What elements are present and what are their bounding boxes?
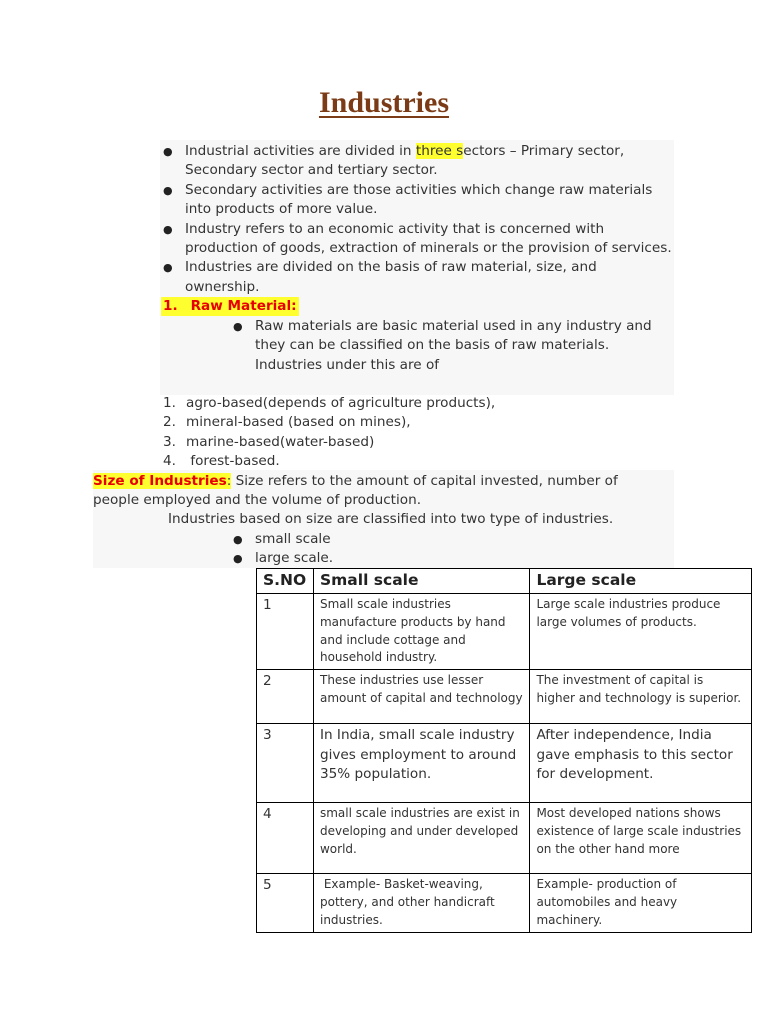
cell-large: The investment of capital is higher and technology is superior. xyxy=(530,670,752,724)
cell-sno: 3 xyxy=(257,724,314,803)
size-subtext: Industries based on size are classified into two type of industries. xyxy=(168,511,614,527)
size-paragraph: Size of Industries: Size refers to the amount of capital invested, number of people employed and the volume of production. xyxy=(93,473,618,509)
raw-material-bullet: ● Raw materials are basic material used in any industry and they can be classified on the basis of raw materials. Industries under this are of xyxy=(233,318,652,373)
header-small-scale: Small scale xyxy=(313,569,529,594)
comparison-table xyxy=(256,568,752,933)
intro-bullet-list xyxy=(163,142,675,297)
cell-large: Most developed nations shows existence of large scale industries on the other hand more xyxy=(530,803,752,874)
raw-material-heading: 1. Raw Material: xyxy=(161,297,299,316)
intro-bullet: ● Industries are divided on the basis of raw material, size, and ownership. xyxy=(163,259,597,295)
cell-large: After independence, India gave emphasis to this sector for development. xyxy=(530,724,752,803)
raw-material-bullet-list xyxy=(233,317,663,375)
size-heading: Size of Industries xyxy=(93,473,227,489)
cell-small: small scale industries are exist in developing and under developed world. xyxy=(313,803,529,874)
bullet-icon: ● xyxy=(233,320,243,333)
bullet-icon: ● xyxy=(163,183,173,197)
list-item: 4. forest-based. xyxy=(163,453,280,470)
cell-small: Small scale industries manufacture products by hand and include cottage and household industry. xyxy=(313,594,529,670)
cell-small: Example- Basket-weaving, pottery, and other handicraft industries. xyxy=(313,874,529,932)
bullet-icon: ● xyxy=(163,145,173,158)
cell-large: Example- production of automobiles and heavy machinery. xyxy=(530,874,752,932)
size-bullet: ● large scale. xyxy=(233,549,533,568)
cell-sno: 1 xyxy=(257,594,314,670)
table-row xyxy=(257,803,752,874)
intro-bullet: ● Secondary activities are those activities which change raw materials into products of more value. xyxy=(163,181,653,218)
cell-sno: 2 xyxy=(257,670,314,724)
table-header-row xyxy=(257,569,752,594)
bullet-icon: ● xyxy=(163,261,173,275)
table-row xyxy=(257,594,752,670)
size-bullet: ● small scale xyxy=(233,530,533,549)
table-row xyxy=(257,724,752,803)
table-row xyxy=(257,670,752,724)
highlighted-text: three s xyxy=(415,143,464,159)
bullet-icon: ● xyxy=(233,552,243,566)
cell-sno: 4 xyxy=(257,803,314,874)
header-large-scale: Large scale xyxy=(530,569,752,594)
list-item: 2. mineral-based (based on mines), xyxy=(163,414,411,431)
cell-small: These industries use lesser amount of capital and technology xyxy=(313,670,529,724)
page-title: Industries xyxy=(318,86,450,119)
list-item: 1. agro-based(depends of agriculture products), xyxy=(163,395,496,411)
intro-bullet: ● Industrial activities are divided in three sectors – Primary sector, Secondary sector and tertiary sector. xyxy=(163,143,625,179)
cell-large: Large scale industries produce large volumes of products. xyxy=(530,594,752,670)
intro-bullet: ● Industry refers to an economic activity that is concerned with production of goods, extraction of minerals or the provision of services. xyxy=(163,220,672,257)
header-sno: S.NO xyxy=(257,569,314,594)
table-row xyxy=(257,874,752,932)
bullet-icon: ● xyxy=(233,533,243,546)
list-item: 3. marine-based(water-based) xyxy=(163,433,375,450)
size-bullet-list xyxy=(233,530,533,569)
cell-small: In India, small scale industry gives employment to around 35% population. xyxy=(313,724,529,803)
cell-sno: 5 xyxy=(257,874,314,932)
bullet-icon: ● xyxy=(163,222,173,236)
raw-material-types-list xyxy=(163,394,623,472)
